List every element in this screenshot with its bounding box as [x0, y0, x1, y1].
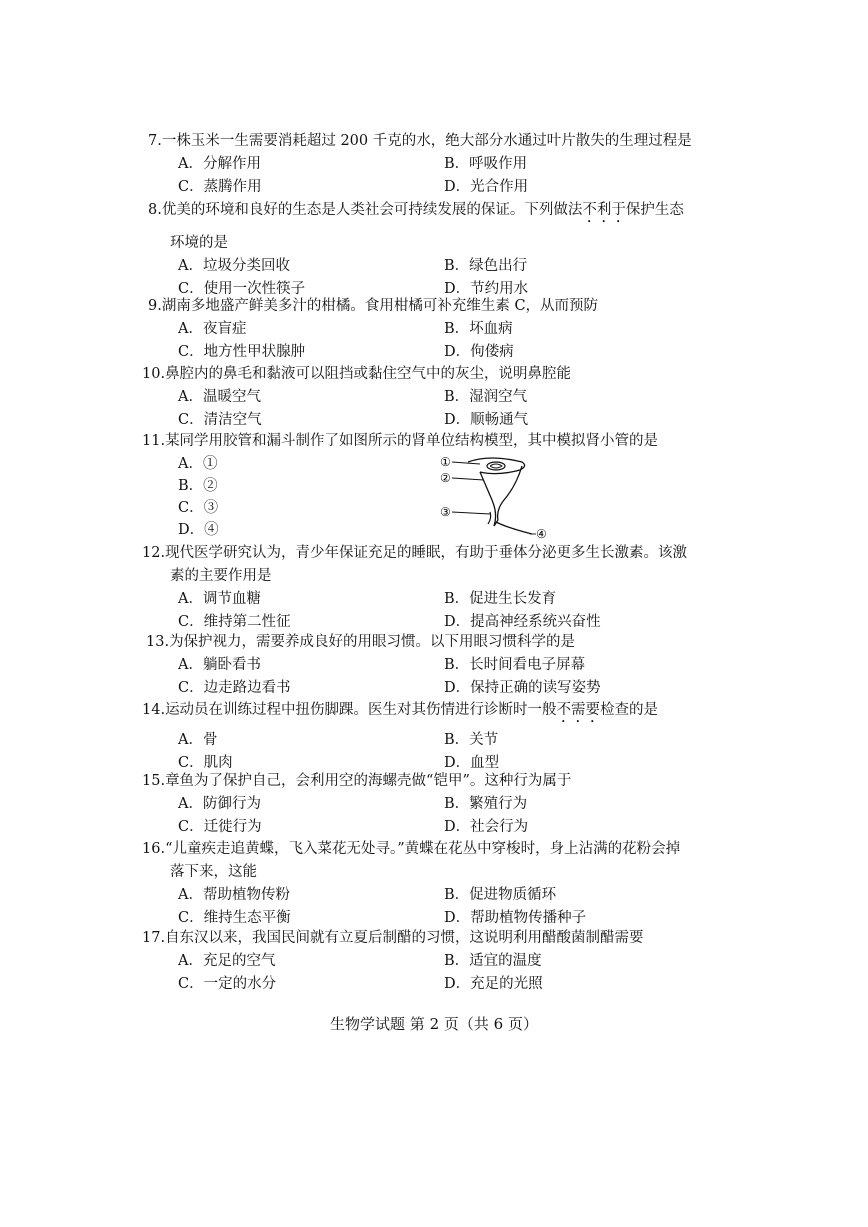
question-16	[142, 838, 722, 930]
question-stem-tail: 检查的是	[600, 702, 659, 718]
options-row	[148, 386, 722, 409]
question-stem: 湖南多地盛产鲜美多汁的柑橘。食用柑橘可补充维生素 C，从而预防	[161, 298, 599, 314]
option-c[interactable]: C．迁徙行为	[178, 819, 262, 835]
question-stem: 运动员在训练过程中扭伤脚踝。医生对其伤情进行诊断时一般	[165, 702, 557, 718]
option-d[interactable]: D．提高神经系统兴奋性	[444, 614, 601, 630]
figure-label-4: ④	[536, 527, 547, 540]
option-a[interactable]: A．调节血糖	[178, 591, 261, 607]
question-number: 15.	[142, 773, 166, 789]
options-row	[148, 176, 728, 199]
options-row	[148, 153, 728, 176]
leader-line	[452, 512, 490, 514]
option-b[interactable]: B．关节	[444, 732, 499, 748]
question-13	[146, 631, 726, 700]
coil-inner	[490, 464, 502, 468]
question-stem-line2: 环境的是	[170, 235, 228, 251]
emphasis-text: 不利于	[582, 202, 626, 218]
question-number: 13.	[146, 634, 170, 650]
options-row	[148, 950, 722, 973]
question-stem: 章鱼为了保护自己，会利用空的海螺壳做“铠甲”。这种行为属于	[165, 773, 572, 789]
question-number: 14.	[142, 702, 166, 718]
option-b[interactable]: B．长时间看电子屏幕	[444, 657, 586, 673]
question-stem-line2: 落下来，这能	[170, 864, 257, 880]
figure-label-1: ①	[440, 456, 451, 469]
option-d[interactable]: D．血型	[444, 755, 500, 771]
options-row	[148, 341, 728, 364]
question-8	[148, 199, 728, 301]
options-row	[148, 654, 726, 677]
question-stem-tail: 保护生态	[625, 202, 684, 218]
option-b[interactable]: B．绿色出行	[444, 258, 528, 274]
options-row	[148, 973, 722, 996]
option-b[interactable]: B．呼吸作用	[444, 156, 528, 172]
question-number: 16.	[142, 841, 166, 857]
option-b[interactable]: B．湿润空气	[444, 389, 528, 405]
option-d[interactable]: D．顺畅通气	[444, 412, 529, 428]
option-d[interactable]: D．保持正确的读写姿势	[444, 680, 601, 696]
question-10	[142, 363, 722, 432]
option-a[interactable]: A．躺卧看书	[178, 657, 261, 673]
option-c[interactable]: C．地方性甲状腺肿	[178, 344, 306, 360]
option-d[interactable]: D．社会行为	[444, 819, 529, 835]
option-c[interactable]: C．边走路边看书	[178, 680, 291, 696]
question-14	[142, 699, 722, 775]
options-row	[148, 318, 728, 341]
option-a[interactable]: A．温暖空气	[178, 389, 261, 405]
option-a[interactable]: A．①	[178, 456, 218, 472]
emphasis-text: 不需要	[556, 702, 601, 718]
options-row	[148, 409, 722, 432]
option-a[interactable]: A．夜盲症	[178, 321, 247, 337]
question-stem: 鼻腔内的鼻毛和黏液可以阻挡或黏住空气中的灰尘，说明鼻腔能	[165, 366, 572, 382]
question-stem: 优美的环境和良好的生态是人类社会可持续发展的保证。下列做法	[161, 202, 583, 218]
question-12	[142, 542, 722, 634]
option-d[interactable]: D．④	[178, 522, 219, 538]
tube-path	[496, 522, 532, 534]
figure-label-2: ②	[440, 471, 451, 485]
question-number: 11.	[142, 433, 166, 449]
question-stem: 某同学用胶管和漏斗制作了如图所示的肾单位结构模型，其中模拟肾小管的是	[165, 433, 659, 449]
options-row	[148, 255, 728, 278]
option-b[interactable]: B．促进生长发育	[444, 591, 557, 607]
question-stem: 一株玉米一生需要消耗超过 200 千克的水，绝大部分水通过叶片散失的生理过程是	[161, 133, 692, 149]
option-c[interactable]: C．③	[178, 500, 219, 516]
option-c[interactable]: C．清洁空气	[178, 412, 262, 428]
question-number: 8.	[148, 202, 162, 218]
option-d[interactable]: D．节约用水	[444, 281, 529, 297]
nephron-model-figure	[440, 456, 550, 540]
option-a[interactable]: A．充足的空气	[178, 953, 276, 969]
option-c[interactable]: C．维持生态平衡	[178, 910, 291, 926]
question-number: 10.	[142, 366, 166, 382]
question-stem: “儿童疾走追黄蝶，飞入菜花无处寻。”黄蝶在花丛中穿梭时，身上沾满的花粉会掉	[165, 841, 681, 857]
question-stem-line2: 素的主要作用是	[170, 568, 272, 584]
option-a[interactable]: A．分解作用	[178, 156, 261, 172]
option-b[interactable]: B．促进物质循环	[444, 887, 557, 903]
option-b[interactable]: B．繁殖行为	[444, 796, 528, 812]
option-b[interactable]: B．坏血病	[444, 321, 513, 337]
option-c[interactable]: C．蒸腾作用	[178, 179, 262, 195]
option-d[interactable]: D．光合作用	[444, 179, 529, 195]
option-c[interactable]: C．维持第二性征	[178, 614, 291, 630]
options-row	[148, 884, 722, 907]
tube-path	[498, 466, 522, 520]
option-c[interactable]: C．一定的水分	[178, 976, 277, 992]
options-row	[148, 588, 722, 611]
option-b[interactable]: B．②	[178, 478, 218, 494]
question-number: 7.	[148, 133, 162, 149]
question-9	[148, 295, 728, 364]
question-stem: 为保护视力，需要养成良好的用眼习惯。以下用眼习惯科学的是	[169, 634, 576, 650]
options-row	[148, 793, 722, 816]
option-d[interactable]: D．佝偻病	[444, 344, 514, 360]
options-row	[148, 816, 722, 839]
question-17	[142, 927, 722, 996]
question-stem: 现代医学研究认为，青少年保证充足的睡眠，有助于垂体分泌更多生长激素。该激	[165, 545, 688, 561]
question-15	[142, 770, 722, 839]
question-number: 9.	[148, 298, 162, 314]
option-c[interactable]: C．肌肉	[178, 755, 233, 771]
options-row	[148, 677, 726, 700]
option-d[interactable]: D．帮助植物传播种子	[444, 910, 587, 926]
figure-label-3: ③	[440, 505, 451, 519]
option-a[interactable]: A．防御行为	[178, 796, 261, 812]
option-a[interactable]: A．帮助植物传粉	[178, 887, 290, 903]
options-row	[148, 729, 722, 752]
option-a[interactable]: A．垃圾分类回收	[178, 258, 290, 274]
question-number: 17.	[142, 930, 166, 946]
option-a[interactable]: A．骨	[178, 732, 218, 748]
option-c[interactable]: C．使用一次性筷子	[178, 281, 306, 297]
option-b[interactable]: B．适宜的温度	[444, 953, 542, 969]
leader-line	[452, 478, 484, 480]
question-7	[148, 130, 728, 199]
question-number: 12.	[142, 545, 166, 561]
question-11	[142, 430, 722, 541]
page-footer: 生物学试题 第 2 页（共 6 页）	[330, 1015, 538, 1033]
funnel-shape	[468, 458, 525, 474]
question-stem: 自东汉以来，我国民间就有立夏后制醋的习惯，这说明利用醋酸菌制醋需要	[165, 930, 644, 946]
leader-line	[452, 462, 480, 464]
option-d[interactable]: D．充足的光照	[444, 976, 543, 992]
